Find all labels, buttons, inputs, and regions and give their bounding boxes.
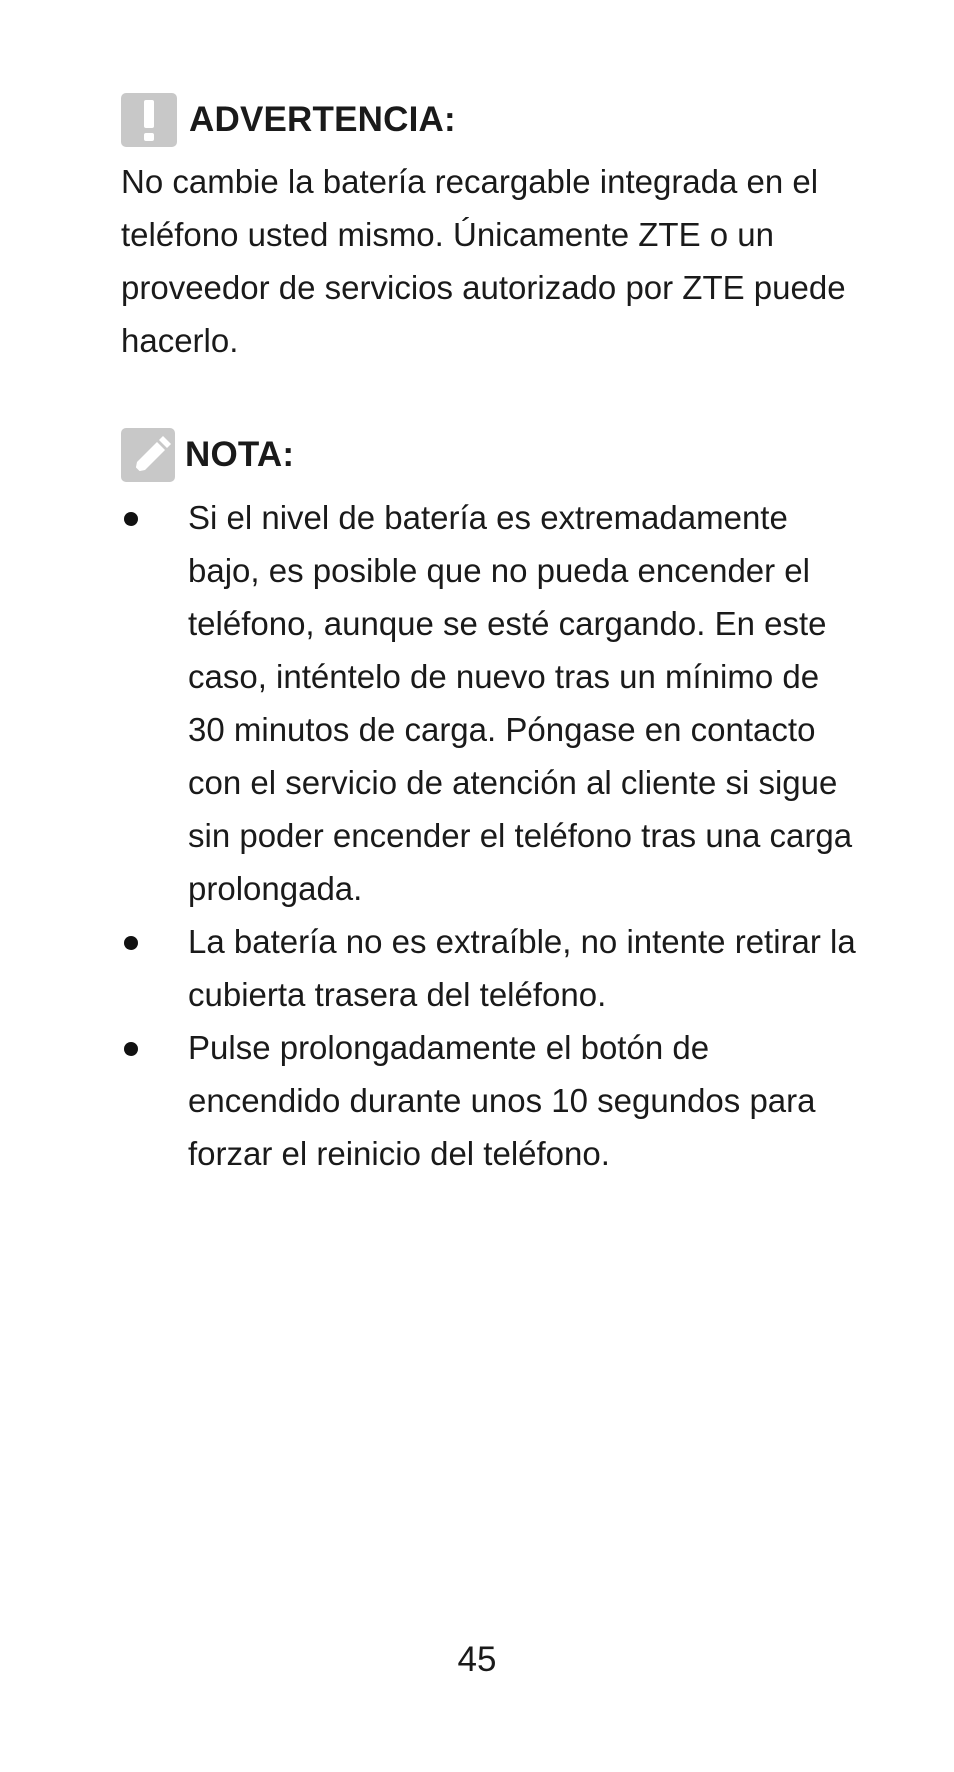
list-item-text: La batería no es extraíble, no intente retirar la cubierta trasera del teléfono. <box>188 923 856 1013</box>
list-item-text: Si el nivel de batería es extremadamente bajo, es posible que no pueda encender el teléfono, aunque se esté cargando. En este caso, inténtelo de nuevo tras un mínimo de 30 minutos de carga. Póngase en contacto con el servicio de atención al cliente si sigue sin poder encender el teléfono tras una carga prolongada. <box>188 499 853 907</box>
note-list <box>121 491 861 1180</box>
list-item <box>121 1021 861 1180</box>
note-heading <box>121 428 294 482</box>
list-item <box>121 915 861 1021</box>
exclamation-icon <box>121 93 177 147</box>
bullet-icon <box>124 936 138 950</box>
bullet-icon <box>124 512 138 526</box>
note-title: NOTA: <box>185 435 295 474</box>
list-item <box>121 491 861 915</box>
warning-heading <box>121 93 456 147</box>
warning-text: No cambie la batería recargable integrada en el teléfono usted mismo. Únicamente ZTE o un proveedor de servicios autorizado por ZTE puede hacerlo. <box>121 163 846 359</box>
bullet-icon <box>124 1042 138 1056</box>
warning-title: ADVERTENCIA: <box>189 100 456 139</box>
pencil-icon <box>121 428 175 482</box>
page-number: 45 <box>457 1640 497 1679</box>
list-item-text: Pulse prolongadamente el botón de encendido durante unos 10 segundos para forzar el reinicio del teléfono. <box>188 1029 816 1172</box>
